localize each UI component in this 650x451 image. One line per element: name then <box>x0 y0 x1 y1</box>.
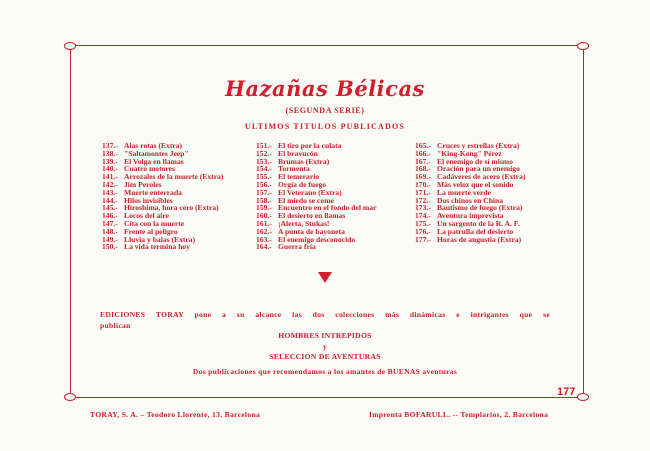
title-name: La vida termina hoy <box>124 242 191 252</box>
title-number: 143.- <box>102 187 118 197</box>
corner-ornament-bottom-left <box>64 393 76 401</box>
title-name: "King-Kong" Pérez <box>437 148 502 158</box>
title-name: Cita con la muerte <box>124 218 185 228</box>
title-list-item <box>415 236 526 244</box>
title-name: Orgía de fuego <box>278 179 327 189</box>
title-name: ¡Alerta, Stukas! <box>278 218 330 228</box>
corner-ornament-top-right <box>577 42 589 50</box>
titles-column-3 <box>415 142 526 243</box>
title-number: 145.- <box>102 203 118 213</box>
title-number: 160.- <box>256 211 272 221</box>
title-number: 141.- <box>102 172 118 182</box>
title-name: El desierto en llamas <box>278 211 346 221</box>
title-number: 138.- <box>102 148 118 158</box>
title-name: Arrozales de la muerte (Extra) <box>124 172 224 182</box>
footer-publisher: TORAY, S. A. – Teodoro Llorente, 13. Barcelona <box>90 410 261 419</box>
title-number: 161.- <box>256 218 272 228</box>
corner-ornament-bottom-right <box>577 393 589 401</box>
promo-recommendation: Dos publicaciones que recomendamos a los amantes de BUENAS aventuras <box>192 367 458 376</box>
title-number: 155.- <box>256 172 272 182</box>
title-name: Lluvia y balas (Extra) <box>124 234 196 244</box>
title-list-item <box>256 236 376 244</box>
titles-heading: ULTIMOS TITULOS PUBLICADOS <box>244 122 406 131</box>
title-number: 163.- <box>256 234 272 244</box>
title-name: Jim Peroles <box>124 179 162 189</box>
promo-line-1: EDICIONES TORAY pone a su alcance las dos colecciones más dinámicas e intrigantes que se <box>100 310 550 319</box>
collection-name-1: HOMBRES INTREPIDOS <box>278 331 372 340</box>
title-number: 169.- <box>415 172 431 182</box>
title-list-item <box>256 243 376 251</box>
title-name: Cruces y estrellas (Extra) <box>437 141 520 150</box>
titles-column-2 <box>256 142 376 251</box>
title-name: La patrulla del desierto <box>437 226 514 236</box>
title-name: Frente al peligro <box>124 226 178 236</box>
title-name: Horas de angustia (Extra) <box>437 234 522 244</box>
title-number: 139.- <box>102 156 118 166</box>
footer-printer: Imprenta BOFARULL. -- Templarios, 2. Barcelona <box>369 410 549 419</box>
title-number: 152.- <box>256 148 272 158</box>
title-name: Cuatro motores <box>124 164 175 174</box>
title-list-item <box>102 173 223 181</box>
title-name: Un sargento de la R. A. F. <box>437 218 520 228</box>
title-number: 165.- <box>415 141 431 150</box>
title-number: 146.- <box>102 211 118 221</box>
title-name: Oración para un enemigo <box>437 164 520 174</box>
title-number: 171.- <box>415 187 431 197</box>
title-number: 167.- <box>415 156 431 166</box>
title-name: El Veterano (Extra) <box>278 187 342 197</box>
title-number: 149.- <box>102 234 118 244</box>
title-number: 144.- <box>102 195 118 205</box>
title-name: El Volga en llamas <box>124 156 184 166</box>
title-name: Locos del aire <box>124 211 169 221</box>
collection-conjunction: y <box>322 342 328 351</box>
title-number: 157.- <box>256 187 272 197</box>
title-name: Encuentro en el fondo del mar <box>278 203 377 213</box>
title-number: 147.- <box>102 218 118 228</box>
title-name: Alas rotas (Extra) <box>124 141 183 150</box>
title-number: 173.- <box>415 203 431 213</box>
title-number: 156.- <box>256 179 272 189</box>
title-number: 164.- <box>256 242 272 252</box>
title-number: 153.- <box>256 156 272 166</box>
title-name: Guerra fría <box>278 242 316 252</box>
collection-name-2: SELECCION DE AVENTURAS <box>269 352 381 361</box>
title-list-item <box>102 243 223 251</box>
title-number: 154.- <box>256 164 272 174</box>
title-number: 150.- <box>102 242 118 252</box>
title-number: 172.- <box>415 195 431 205</box>
title-name: Brumas (Extra) <box>278 156 330 166</box>
title-number: 148.- <box>102 226 118 236</box>
title-number: 177.- <box>415 234 431 244</box>
title-name: La muerte verde <box>437 187 491 197</box>
page-number: 177 <box>557 386 576 398</box>
title-name: Dos chinos en China <box>437 195 504 205</box>
title-name: Bautismo de fuego (Extra) <box>437 203 523 213</box>
title-name: El temerario <box>278 172 320 182</box>
title-name: El bravucón <box>278 148 318 158</box>
title-name: Hiroshima, hora cero (Extra) <box>124 203 219 213</box>
title-name: Muerte enterrada <box>124 187 182 197</box>
title-number: 159.- <box>256 203 272 213</box>
title-name: El enemigo de sí mismo <box>437 156 513 166</box>
title-number: 176.- <box>415 226 431 236</box>
title-number: 170.- <box>415 179 431 189</box>
corner-ornament-top-left <box>64 42 76 50</box>
title-name: Aventura imprevista <box>437 211 504 221</box>
title-number: 166.- <box>415 148 431 158</box>
title-list-item <box>256 158 376 166</box>
title-name: Cadáveres de acero (Extra) <box>437 172 526 182</box>
title-name: Tormenta <box>278 164 310 174</box>
title-number: 140.- <box>102 164 118 174</box>
title-name: Hilos invisibles <box>124 195 173 205</box>
title-number: 175.- <box>415 218 431 228</box>
title-number: 151.- <box>256 141 272 150</box>
title-number: 158.- <box>256 195 272 205</box>
title-number: 137.- <box>102 141 118 150</box>
title-name: El miedo se come <box>278 195 334 205</box>
title-name: "Saltamontes Jeep" <box>124 148 189 158</box>
title-name: El enemigo desconocido <box>278 234 356 244</box>
series-title: Hazañas Bélicas <box>225 76 425 101</box>
titles-column-1 <box>102 142 223 251</box>
down-arrow-icon <box>318 272 332 283</box>
title-name: Más veloz que el sonido <box>437 179 514 189</box>
title-number: 174.- <box>415 211 431 221</box>
promo-line-2: publican <box>100 321 131 330</box>
title-number: 162.- <box>256 226 272 236</box>
title-name: A punta de bayoneta <box>278 226 345 236</box>
series-subtitle: (SEGUNDA SERIE) <box>285 106 365 115</box>
title-number: 142.- <box>102 179 118 189</box>
title-name: El tiro por la culata <box>278 141 342 150</box>
title-number: 168.- <box>415 164 431 174</box>
